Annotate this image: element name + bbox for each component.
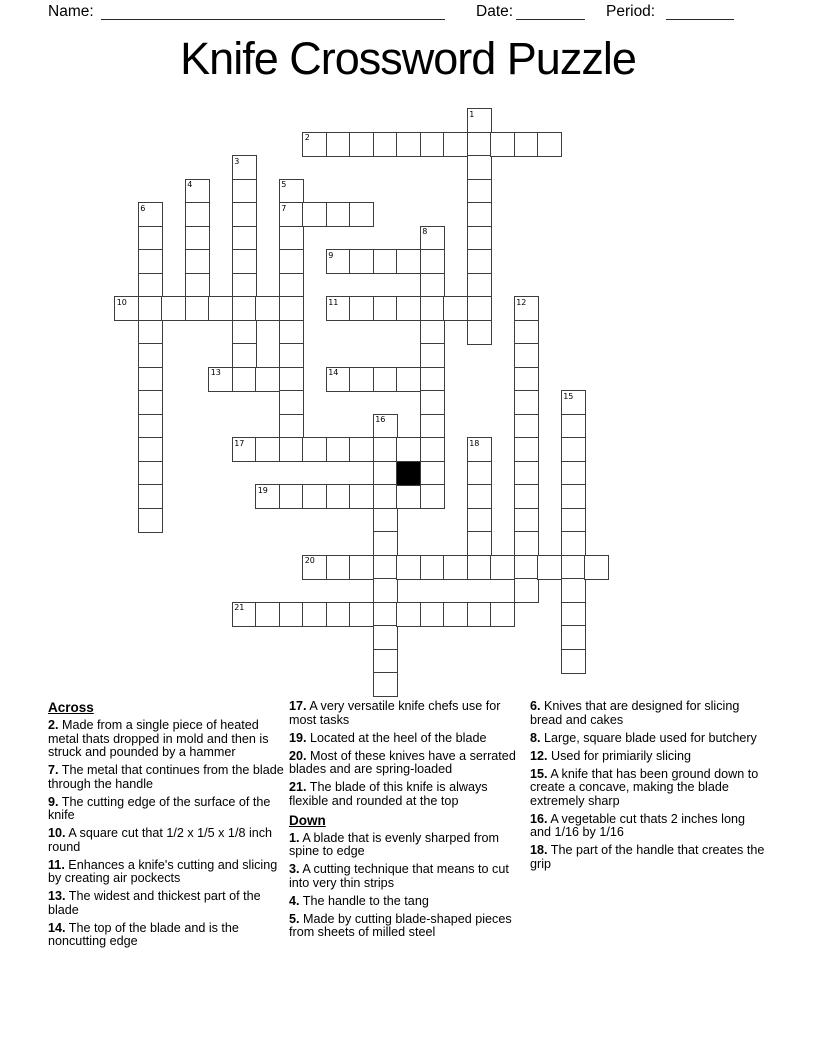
grid-cell[interactable]	[161, 296, 186, 321]
grid-cell[interactable]	[279, 343, 304, 368]
cell-number: 3	[234, 156, 240, 166]
name-label: Name:	[48, 3, 94, 20]
grid-cell[interactable]	[561, 390, 586, 415]
grid-cell[interactable]	[255, 602, 280, 627]
grid-cell[interactable]	[138, 249, 163, 274]
grid-cell[interactable]	[232, 249, 257, 274]
grid-cell[interactable]	[232, 202, 257, 227]
grid-cell[interactable]	[185, 202, 210, 227]
grid-cell[interactable]	[514, 132, 539, 157]
grid-cell[interactable]	[373, 555, 398, 580]
grid-cell[interactable]	[208, 296, 233, 321]
clue-number: 10.	[48, 826, 66, 840]
grid-cell[interactable]	[373, 602, 398, 627]
cell-number: 5	[281, 180, 287, 190]
clue-text: Made by cutting blade-shaped pieces from sheets of milled steel	[289, 911, 512, 939]
cell-number: 8	[422, 227, 428, 237]
clue	[289, 832, 526, 859]
clue-text: The cutting edge of the surface of the knife	[48, 794, 271, 822]
grid-cell[interactable]	[138, 484, 163, 509]
grid-cell[interactable]	[255, 484, 280, 509]
cell-number: 4	[187, 180, 193, 190]
worksheet-header	[0, 0, 816, 30]
clues-column-middle	[289, 700, 526, 944]
grid-cell[interactable]	[326, 132, 351, 157]
clue	[530, 750, 767, 764]
grid-cell[interactable]	[514, 390, 539, 415]
grid-cell[interactable]	[138, 508, 163, 533]
grid-cell[interactable]	[373, 508, 398, 533]
clue-text: Made from a single piece of heated metal thats dropped in mold and then is struck and pounded by a hammer	[48, 718, 269, 759]
clue-number: 8.	[530, 730, 541, 745]
clue-number: 13.	[48, 889, 66, 903]
clue-text: The widest and thickest part of the blade	[48, 889, 261, 917]
grid-cell[interactable]	[396, 437, 421, 462]
clue-section-header: Down	[289, 812, 326, 828]
date-label: Date:	[476, 3, 514, 20]
clue-number: 6.	[530, 699, 541, 713]
grid-cell[interactable]	[302, 437, 327, 462]
clue	[48, 922, 285, 949]
grid-cell[interactable]	[326, 202, 351, 227]
grid-cell[interactable]	[396, 296, 421, 321]
grid-cell[interactable]	[467, 602, 492, 627]
grid-cell[interactable]	[279, 179, 304, 204]
grid-cell[interactable]	[349, 202, 374, 227]
clue	[530, 844, 767, 871]
grid-cell[interactable]	[561, 555, 586, 580]
clue	[289, 700, 526, 727]
clue-number: 21.	[289, 780, 307, 794]
grid-cell[interactable]	[232, 367, 257, 392]
grid-cell[interactable]	[514, 320, 539, 345]
grid-cell[interactable]	[302, 602, 327, 627]
grid-cell[interactable]	[420, 390, 445, 415]
grid-cell[interactable]	[326, 555, 351, 580]
black-cell	[396, 461, 421, 486]
grid-cell[interactable]	[373, 249, 398, 274]
grid-cell[interactable]	[326, 296, 351, 321]
grid-cell[interactable]	[232, 273, 257, 298]
grid-cell[interactable]	[514, 414, 539, 439]
grid-cell[interactable]	[561, 602, 586, 627]
clue-number: 1.	[289, 830, 300, 845]
grid-cell[interactable]	[349, 367, 374, 392]
grid-cell[interactable]	[279, 390, 304, 415]
grid-cell[interactable]	[373, 649, 398, 674]
grid-cell[interactable]	[138, 202, 163, 227]
grid-cell[interactable]	[208, 367, 233, 392]
grid-cell[interactable]	[467, 273, 492, 298]
grid-cell[interactable]	[514, 531, 539, 556]
grid-cell[interactable]	[467, 320, 492, 345]
cell-number: 18	[469, 438, 480, 448]
grid-cell[interactable]	[349, 602, 374, 627]
grid-cell[interactable]	[255, 296, 280, 321]
grid-cell[interactable]	[279, 484, 304, 509]
clue-text: The top of the blade and is the noncutting edge	[48, 920, 239, 948]
grid-cell[interactable]	[279, 249, 304, 274]
grid-cell[interactable]	[467, 249, 492, 274]
grid-cell[interactable]	[138, 273, 163, 298]
grid-cell[interactable]	[396, 132, 421, 157]
clue	[289, 732, 526, 746]
clue-text: The part of the handle that creates the grip	[530, 843, 765, 871]
clue-text: A blade that is evenly sharped from spine to edge	[289, 830, 500, 858]
grid-cell[interactable]	[373, 461, 398, 486]
cell-number: 7	[281, 203, 287, 213]
grid-cell[interactable]	[279, 226, 304, 251]
grid-cell[interactable]	[279, 602, 304, 627]
grid-cell[interactable]	[138, 437, 163, 462]
grid-cell[interactable]	[443, 296, 468, 321]
grid-cell[interactable]	[302, 484, 327, 509]
grid-cell[interactable]	[514, 578, 539, 603]
cell-number: 12	[516, 297, 527, 307]
grid-cell[interactable]	[349, 437, 374, 462]
grid-cell[interactable]	[420, 249, 445, 274]
clue-number: 12.	[530, 748, 548, 763]
grid-cell[interactable]	[232, 296, 257, 321]
cell-number: 10	[116, 297, 127, 307]
clue-number: 16.	[530, 811, 548, 826]
grid-cell[interactable]	[349, 555, 374, 580]
grid-cell[interactable]	[561, 484, 586, 509]
grid-cell[interactable]	[326, 484, 351, 509]
grid-cell[interactable]	[396, 484, 421, 509]
grid-cell[interactable]	[420, 343, 445, 368]
cell-number: 13	[210, 368, 221, 378]
grid-cell[interactable]	[490, 602, 515, 627]
grid-cell[interactable]	[138, 343, 163, 368]
grid-cell[interactable]	[138, 390, 163, 415]
grid-cell[interactable]	[420, 437, 445, 462]
cell-number: 1	[469, 109, 475, 119]
grid-cell[interactable]	[537, 132, 562, 157]
cell-number: 6	[140, 203, 146, 213]
grid-cell[interactable]	[420, 367, 445, 392]
grid-cell[interactable]	[138, 367, 163, 392]
grid-cell[interactable]	[467, 508, 492, 533]
grid-cell[interactable]	[232, 320, 257, 345]
clue	[530, 732, 767, 746]
grid-cell[interactable]	[420, 461, 445, 486]
clue	[289, 863, 526, 890]
grid-cell[interactable]	[467, 226, 492, 251]
clue-text: The handle to the tang	[299, 893, 429, 908]
clue-text: Used for primiarily slicing	[547, 748, 691, 763]
clue-number: 17.	[289, 699, 307, 713]
page-title: Knife Crossword Puzzle	[180, 33, 636, 84]
grid-cell[interactable]	[443, 602, 468, 627]
grid-cell[interactable]	[443, 132, 468, 157]
grid-cell[interactable]	[138, 296, 163, 321]
grid-cell[interactable]	[420, 602, 445, 627]
clue-text: Enhances a knife's cutting and slicing by creating air pockects	[48, 857, 278, 885]
clue-text: A vegetable cut thats 2 inches long and 1/16 by 1/16	[530, 811, 745, 839]
grid-cell[interactable]	[373, 296, 398, 321]
clue	[530, 768, 767, 809]
grid-cell[interactable]	[561, 578, 586, 603]
grid-cell[interactable]	[255, 367, 280, 392]
clue-number: 5.	[289, 911, 300, 926]
grid-cell[interactable]	[514, 296, 539, 321]
grid-cell[interactable]	[302, 132, 327, 157]
clue-text: Large, square blade used for butchery	[540, 730, 757, 745]
clue-number: 2.	[48, 718, 59, 732]
grid-cell[interactable]	[185, 296, 210, 321]
clue-text: A knife that has been ground down to create a concave, making the blade extremely sharp	[530, 766, 759, 808]
clue	[289, 895, 526, 909]
cell-number: 14	[328, 368, 339, 378]
grid-cell[interactable]	[514, 343, 539, 368]
clue	[48, 859, 285, 886]
grid-cell[interactable]	[561, 649, 586, 674]
grid-cell[interactable]	[279, 367, 304, 392]
clue-number: 19.	[289, 730, 307, 745]
grid-cell[interactable]	[561, 461, 586, 486]
grid-cell[interactable]	[514, 437, 539, 462]
clue-text: Located at the heel of the blade	[306, 730, 487, 745]
grid-cell[interactable]	[514, 508, 539, 533]
grid-cell[interactable]	[561, 414, 586, 439]
grid-cell[interactable]	[279, 296, 304, 321]
clue-number: 20.	[289, 748, 307, 763]
grid-cell[interactable]	[138, 461, 163, 486]
grid-cell[interactable]	[185, 249, 210, 274]
grid-cell[interactable]	[514, 484, 539, 509]
clue-number: 3.	[289, 862, 300, 876]
clue	[48, 719, 285, 760]
grid-cell[interactable]	[373, 484, 398, 509]
grid-cell[interactable]	[396, 367, 421, 392]
grid-cell[interactable]	[349, 132, 374, 157]
grid-cell[interactable]	[232, 343, 257, 368]
grid-cell[interactable]	[373, 625, 398, 650]
grid-cell[interactable]	[561, 508, 586, 533]
grid-cell[interactable]	[114, 296, 139, 321]
grid-cell[interactable]	[373, 531, 398, 556]
grid-cell[interactable]	[326, 367, 351, 392]
clue-number: 18.	[530, 843, 548, 857]
grid-cell[interactable]	[138, 414, 163, 439]
grid-cell[interactable]	[467, 108, 492, 133]
grid-cell[interactable]	[232, 226, 257, 251]
grid-cell[interactable]	[232, 602, 257, 627]
grid-cell[interactable]	[561, 437, 586, 462]
clue-section-header: Across	[48, 700, 94, 715]
grid-cell[interactable]	[185, 179, 210, 204]
grid-cell[interactable]	[279, 437, 304, 462]
clue-number: 9.	[48, 794, 59, 809]
clue-text: A cutting technique that means to cut into very thin strips	[289, 862, 509, 890]
clue	[530, 813, 767, 840]
cell-number: 17	[234, 438, 245, 448]
clue-number: 7.	[48, 763, 59, 777]
grid-cell[interactable]	[514, 461, 539, 486]
grid-cell[interactable]	[443, 555, 468, 580]
clue	[289, 750, 526, 777]
grid-cell[interactable]	[420, 226, 445, 251]
grid-cell[interactable]	[185, 226, 210, 251]
clue	[48, 890, 285, 917]
clue-number: 14.	[48, 920, 66, 935]
grid-cell[interactable]	[302, 555, 327, 580]
grid-cell[interactable]	[514, 555, 539, 580]
grid-cell[interactable]	[255, 437, 280, 462]
clue-number: 15.	[530, 766, 548, 781]
grid-cell[interactable]	[537, 555, 562, 580]
grid-cell[interactable]	[185, 273, 210, 298]
clue-text: Most of these knives have a serrated blades and are spring-loaded	[289, 748, 516, 776]
clue-text: The blade of this knife is always flexible and rounded at the top	[289, 780, 488, 808]
grid-cell[interactable]	[467, 155, 492, 180]
name-input-line[interactable]	[101, 1, 445, 20]
grid-cell[interactable]	[232, 179, 257, 204]
crossword-grid	[115, 109, 609, 697]
grid-cell[interactable]	[467, 202, 492, 227]
grid-cell[interactable]	[420, 296, 445, 321]
grid-cell[interactable]	[373, 132, 398, 157]
grid-cell[interactable]	[420, 414, 445, 439]
grid-cell[interactable]	[279, 202, 304, 227]
grid-cell[interactable]	[232, 155, 257, 180]
grid-cell[interactable]	[420, 273, 445, 298]
cell-number: 11	[328, 297, 339, 307]
grid-cell[interactable]	[467, 437, 492, 462]
clue-number: 4.	[289, 893, 300, 908]
grid-cell[interactable]	[396, 602, 421, 627]
grid-cell[interactable]	[490, 555, 515, 580]
grid-cell[interactable]	[326, 437, 351, 462]
period-label: Period:	[606, 3, 656, 20]
cell-number: 16	[375, 415, 386, 425]
cell-number: 9	[328, 250, 334, 260]
clue	[48, 796, 285, 823]
grid-cell[interactable]	[302, 202, 327, 227]
clues-column-down	[530, 700, 767, 876]
grid-cell[interactable]	[420, 132, 445, 157]
grid-cell[interactable]	[326, 249, 351, 274]
clue-text: A square cut that 1/2 x 1/5 x 1/8 inch round	[48, 826, 273, 854]
grid-cell[interactable]	[467, 296, 492, 321]
grid-cell[interactable]	[420, 484, 445, 509]
cell-number: 19	[257, 485, 268, 495]
grid-cell[interactable]	[467, 484, 492, 509]
grid-cell[interactable]	[373, 437, 398, 462]
grid-cell[interactable]	[349, 296, 374, 321]
grid-cell[interactable]	[232, 437, 257, 462]
grid-cell[interactable]	[514, 367, 539, 392]
grid-cell[interactable]	[349, 249, 374, 274]
clue	[289, 781, 526, 808]
grid-cell[interactable]	[373, 578, 398, 603]
grid-cell[interactable]	[373, 367, 398, 392]
cell-number: 21	[234, 603, 245, 613]
clues-column-across	[48, 700, 285, 953]
grid-cell[interactable]	[396, 555, 421, 580]
grid-cell[interactable]	[373, 414, 398, 439]
clue	[48, 827, 285, 854]
grid-cell[interactable]	[279, 273, 304, 298]
date-input-line[interactable]	[516, 1, 585, 20]
clue-text: A very versatile knife chefs use for most tasks	[289, 699, 501, 727]
clue-text: The metal that continues from the blade through the handle	[48, 763, 284, 791]
grid-cell[interactable]	[420, 320, 445, 345]
grid-cell[interactable]	[467, 132, 492, 157]
grid-cell[interactable]	[467, 555, 492, 580]
cell-number: 2	[304, 133, 310, 143]
grid-cell[interactable]	[279, 320, 304, 345]
grid-cell[interactable]	[396, 249, 421, 274]
grid-cell[interactable]	[279, 414, 304, 439]
clue	[289, 913, 526, 940]
clue	[530, 700, 767, 727]
grid-cell[interactable]	[349, 484, 374, 509]
clue	[48, 764, 285, 791]
cell-number: 20	[304, 556, 315, 566]
grid-cell[interactable]	[420, 555, 445, 580]
grid-cell[interactable]	[584, 555, 609, 580]
cell-number: 15	[563, 391, 574, 401]
grid-cell[interactable]	[326, 602, 351, 627]
grid-cell[interactable]	[138, 226, 163, 251]
grid-cell[interactable]	[490, 132, 515, 157]
period-input-line[interactable]	[666, 1, 734, 20]
clue-text: Knives that are designed for slicing bread and cakes	[530, 699, 740, 727]
grid-cell[interactable]	[467, 531, 492, 556]
grid-cell[interactable]	[561, 531, 586, 556]
grid-cell[interactable]	[561, 625, 586, 650]
grid-cell[interactable]	[138, 320, 163, 345]
grid-cell[interactable]	[467, 461, 492, 486]
grid-cell[interactable]	[373, 672, 398, 697]
grid-cell[interactable]	[467, 179, 492, 204]
clue-number: 11.	[48, 857, 65, 872]
